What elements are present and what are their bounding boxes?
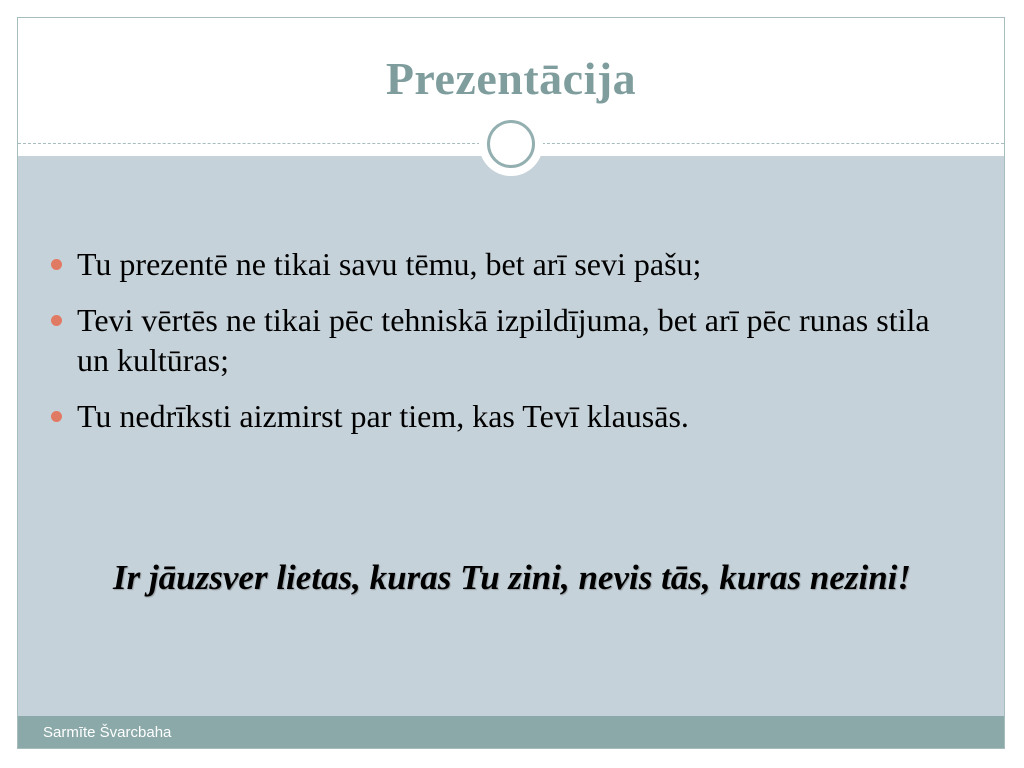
slide-title: Prezentācija: [385, 53, 637, 104]
footer-bar: [18, 716, 1004, 749]
divider-ring-icon: [487, 120, 535, 168]
bullet-text: Tu nedrīksti aizmirst par tiem, kas Tevī klausās.: [77, 398, 689, 434]
bullet-list: [48, 244, 968, 452]
bullet-item: [48, 396, 968, 436]
slide: [17, 17, 1005, 749]
bullet-dot-icon: [51, 259, 62, 270]
bullet-text: Tu prezentē ne tikai savu tēmu, bet arī sevi pašu;: [77, 246, 702, 282]
bullet-dot-icon: [51, 315, 62, 326]
bullet-item: [48, 244, 968, 284]
emphasis-text: Ir jāuzsver lietas, kuras Tu zini, nevis tās, kuras nezini!: [112, 558, 912, 597]
bullet-item: [48, 300, 968, 380]
footer-author: Sarmīte Švarcbaha: [43, 724, 172, 741]
bullet-dot-icon: [51, 411, 62, 422]
bullet-text: Tevi vērtēs ne tikai pēc tehniskā izpildījuma, bet arī pēc runas stila un kultūras;: [77, 302, 930, 378]
